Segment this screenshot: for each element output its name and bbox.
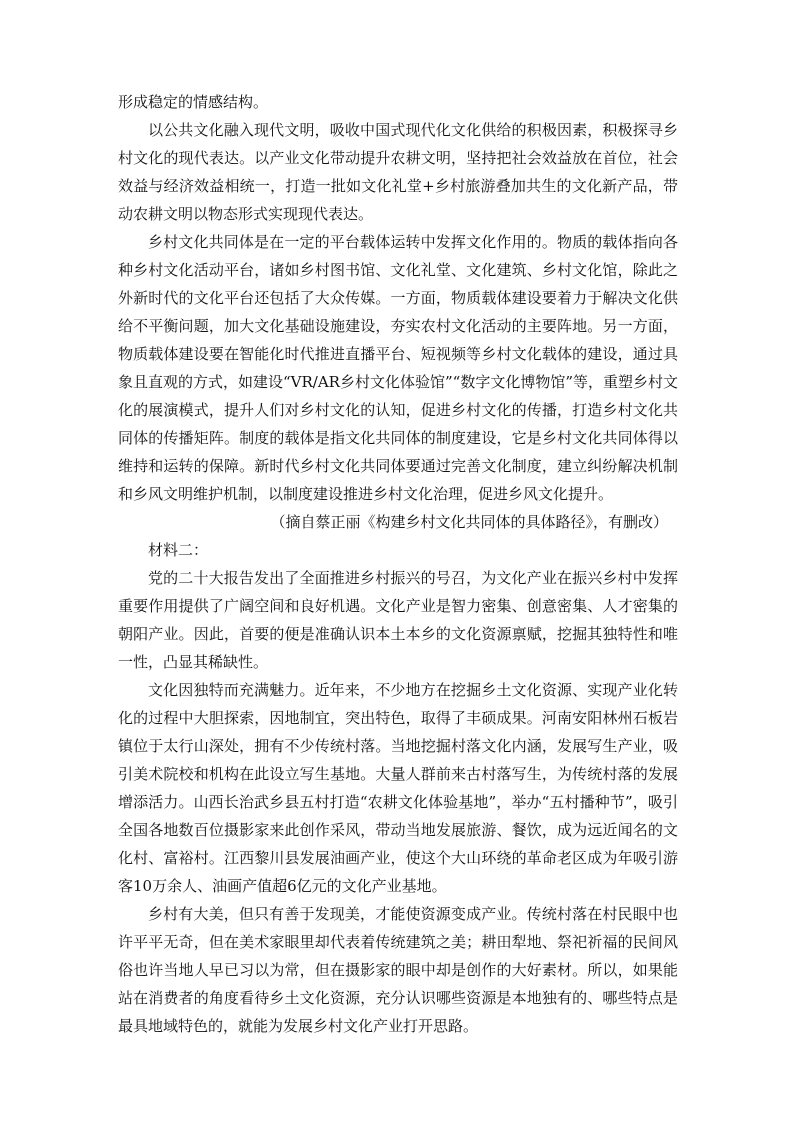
paragraph-cultural-carrier: 乡村文化共同体是在一定的平台载体运转中发挥文化作用的。物质的载体指向各种乡村文化活动平台，诸如乡村图书馆、文化礼堂、文化建筑、乡村文化馆，除此之外新时代的文化平台还包括了大众传媒。一方面，物质载体建设要着力于解决文化供给不平衡问题，加大文化基础设施建设，夯实农村文化活动的主要阵地。另一方面，物质载体建设要在智能化时代推进直播平台、短视频等乡村文化载体的建设，通过具象且直观的方式，如建设“VR/AR乡村文化体验馆”“数字文化博物馆”等，重塑乡村文化的展演模式，提升人们对乡村文化的认知，促进乡村文化的传播，打造乡村文化共同体的传播矩阵。制度的载体是指文化共同体的制度建设，它是乡村文化共同体得以维持和运转的保障。新时代乡村文化共同体要通过完善文化制度，建立纠纷解决机制和乡风文明维护机制，以制度建设推进乡村文化治理，促进乡风文化提升。 bbox=[118, 233, 678, 503]
source-citation: （摘自蔡正丽《构建乡村文化共同体的具体路径》，有删改） bbox=[270, 513, 668, 531]
document-page bbox=[118, 88, 678, 1040]
material-two-label: 材料二： bbox=[148, 541, 209, 559]
paragraph-unique-culture: 文化因独特而充满魅力。近年来，不少地方在挖掘乡土文化资源、实现产业化转化的过程中大胆探索，因地制宜，突出特色，取得了丰硕成果。河南安阳林州石板岩镇位于太行山深处，拥有不少传统村落。当地挖掘村落文化内涵，发展写生产业，吸引美术院校和机构在此设立写生基地。大量人群前来古村落写生，为传统村落的发展增添活力。山西长治武乡县五村打造“农耕文化体验基地”，举办“五村播种节”，吸引全国各地数百位摄影家来此创作采风，带动当地发展旅游、餐饮，成为远近闻名的文化村、富裕村。江西黎川县发展油画产业，使这个大山环绕的革命老区成为年吸引游客10万余人、油画产值超6亿元的文化产业基地。 bbox=[118, 681, 678, 895]
paragraph-public-culture: 以公共文化融入现代文明，吸收中国式现代化文化供给的积极因素，积极探寻乡村文化的现代表达。以产业文化带动提升农耕文明，坚持把社会效益放在首位，社会效益与经济效益相统一，打造一批如文化礼堂+乡村旅游叠加共生的文化新产品，带动农耕文明以物态形式实现现代表达。 bbox=[118, 121, 678, 223]
paragraph-continuation: 形成稳定的情感结构。 bbox=[118, 93, 269, 111]
paragraph-party-report: 党的二十大报告发出了全面推进乡村振兴的号召，为文化产业在振兴乡村中发挥重要作用提供了广阔空间和良好机遇。文化产业是智力密集、创意密集、人才密集的朝阳产业。因此，首要的便是准确认识本土本乡的文化资源禀赋，挖掘其独特性和唯一性，凸显其稀缺性。 bbox=[118, 569, 678, 671]
paragraph-rural-beauty: 乡村有大美，但只有善于发现美，才能使资源变成产业。传统村落在村民眼中也许平平无奇，但在美术家眼里却代表着传统建筑之美；耕田犁地、祭祀祈福的民间风俗也许当地人早已习以为常，但在摄影家的眼中却是创作的大好素材。所以，如果能站在消费者的角度看待乡土文化资源，充分认识哪些资源是本地独有的、哪些特点是最具地域特色的，就能为发展乡村文化产业打开思路。 bbox=[118, 905, 678, 1035]
